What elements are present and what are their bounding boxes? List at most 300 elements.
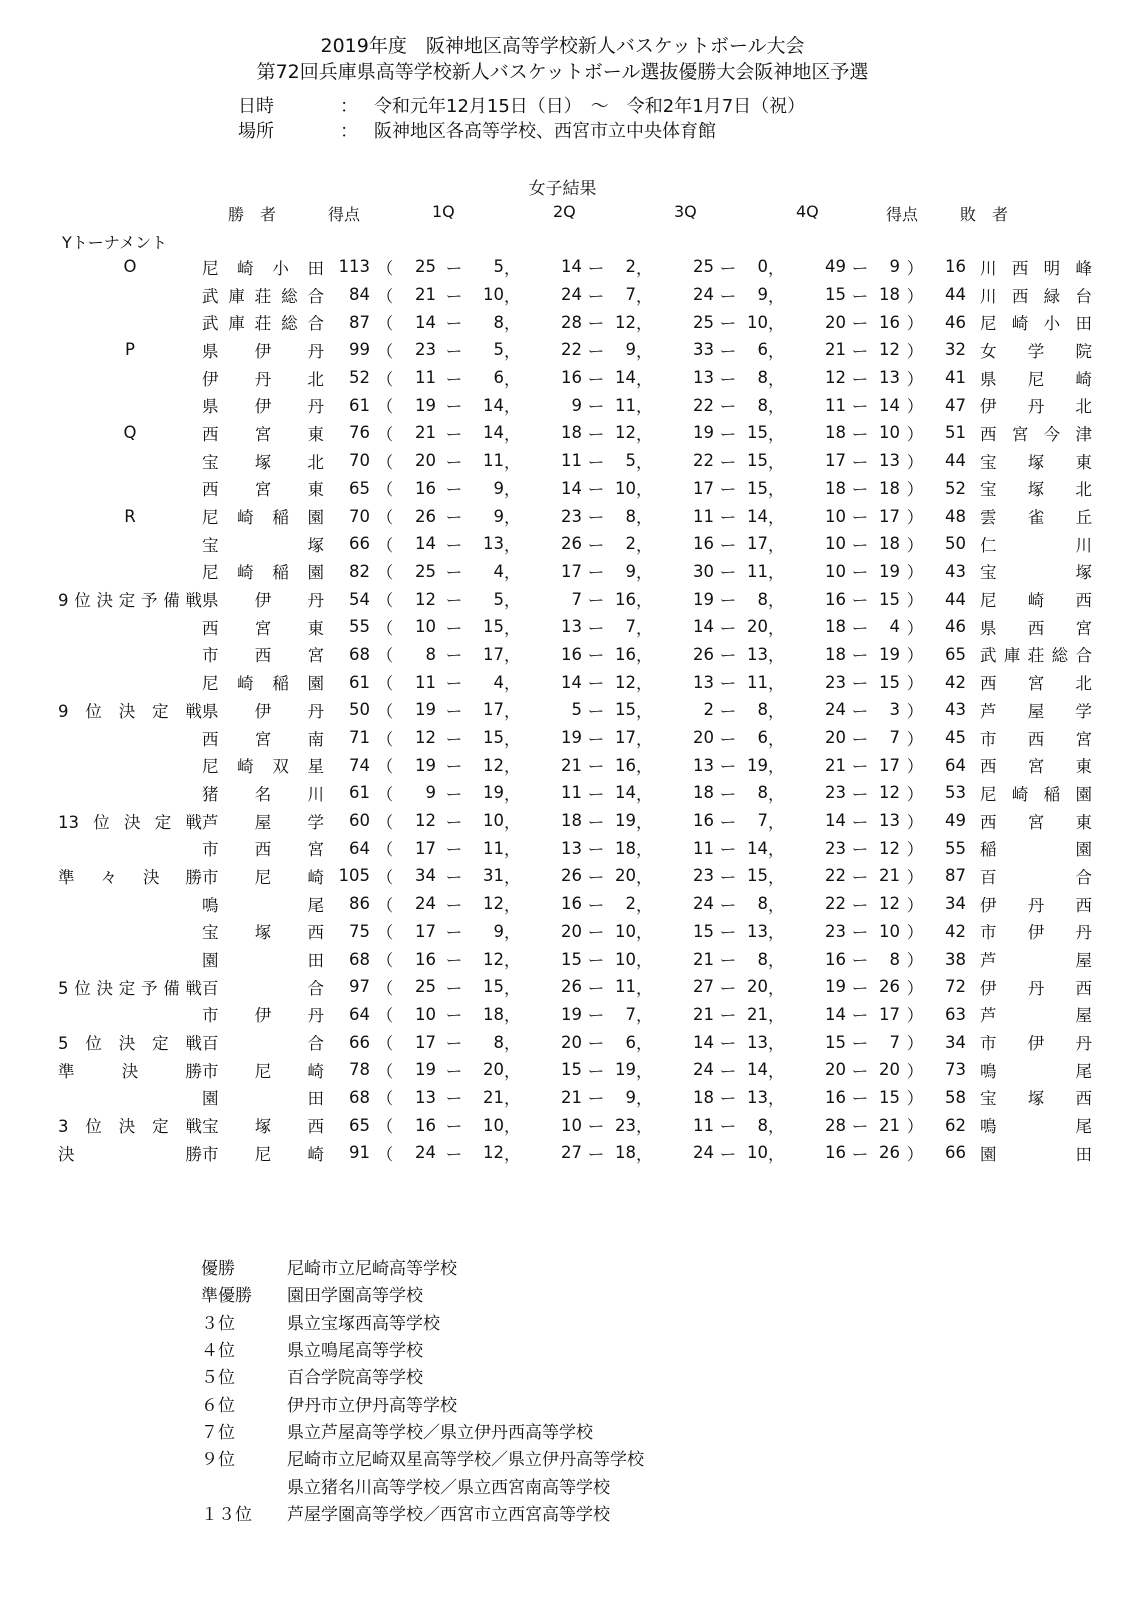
- q4-loser: 19: [879, 644, 900, 664]
- q2-winner: 15: [561, 949, 582, 969]
- loser-score: 41: [945, 368, 966, 388]
- loser-name: 芦屋: [980, 951, 1092, 971]
- dash: ー: [587, 895, 605, 915]
- q4-loser: 10: [879, 921, 900, 941]
- close-paren: ）: [906, 978, 924, 998]
- game-row: [58, 973, 1092, 1001]
- q3-loser: 15: [747, 451, 768, 471]
- q4-loser: 17: [879, 506, 900, 526]
- comma: ，: [636, 258, 653, 278]
- comma: ，: [636, 701, 653, 721]
- q3-winner: 17: [693, 478, 714, 498]
- winner-name: 県伊丹: [202, 397, 324, 417]
- dash: ー: [587, 452, 605, 472]
- q2-loser: 7: [625, 1004, 636, 1024]
- loser-name: 市伊丹: [980, 923, 1092, 943]
- q1-loser: 11: [483, 451, 504, 471]
- ranking-place: ４位: [201, 1341, 235, 1362]
- spacer: [966, 668, 980, 696]
- close-paren: ）: [906, 895, 924, 915]
- close-paren: ）: [906, 535, 924, 555]
- comma: ，: [768, 812, 785, 832]
- comma: ，: [768, 258, 785, 278]
- comma: ，: [768, 369, 785, 389]
- q1-winner: 12: [415, 811, 436, 831]
- q1-loser: 18: [483, 1004, 504, 1024]
- comma: ，: [636, 508, 653, 528]
- q3-winner: 14: [693, 617, 714, 637]
- q2-winner: 16: [561, 894, 582, 914]
- date-colon: ：: [340, 96, 358, 117]
- comma: ，: [504, 508, 521, 528]
- game-row: [58, 751, 1092, 779]
- dash: ー: [719, 701, 737, 721]
- winner-score: 70: [349, 506, 370, 526]
- dash: ー: [851, 618, 869, 638]
- round-name: 5位決定戦: [58, 1034, 202, 1054]
- dash: ー: [587, 1117, 605, 1137]
- q3-loser: 9: [757, 285, 768, 305]
- q4-loser: 15: [879, 1087, 900, 1107]
- loser-name: 鳴尾: [980, 1117, 1092, 1137]
- comma: ，: [768, 563, 785, 583]
- q1-loser: 6: [493, 368, 504, 388]
- q4-loser: 12: [879, 894, 900, 914]
- winner-name: 芦屋学: [202, 812, 324, 832]
- dash: ー: [587, 618, 605, 638]
- game-row: [58, 807, 1092, 835]
- open-paren: （: [376, 674, 394, 694]
- loser-score: 43: [945, 700, 966, 720]
- open-paren: （: [376, 701, 394, 721]
- comma: ，: [768, 729, 785, 749]
- loser-score: 50: [945, 534, 966, 554]
- q1-winner: 16: [415, 949, 436, 969]
- winner-name: 武庫荘総合: [202, 286, 324, 306]
- game-row: [58, 419, 1092, 447]
- open-paren: （: [376, 757, 394, 777]
- dash: ー: [445, 646, 463, 666]
- round-name: 13位決定戦: [58, 812, 202, 832]
- dash: ー: [851, 646, 869, 666]
- q2-winner: 16: [561, 644, 582, 664]
- game-row: [58, 308, 1092, 336]
- loser-score: 32: [945, 340, 966, 360]
- q1-winner: 19: [415, 700, 436, 720]
- spacer: [966, 308, 980, 336]
- q4-loser: 17: [879, 755, 900, 775]
- loser-name: 鳴尾: [980, 1061, 1092, 1081]
- dash: ー: [851, 1006, 869, 1026]
- winner-score: 68: [349, 949, 370, 969]
- q4-loser: 26: [879, 977, 900, 997]
- q2-loser: 8: [625, 506, 636, 526]
- q3-winner: 22: [693, 451, 714, 471]
- ranking-place: ３位: [201, 1313, 235, 1334]
- q4-winner: 16: [825, 1087, 846, 1107]
- open-paren: （: [376, 978, 394, 998]
- q1-winner: 10: [415, 1004, 436, 1024]
- dash: ー: [587, 729, 605, 749]
- q3-loser: 14: [747, 506, 768, 526]
- q1-winner: 14: [415, 534, 436, 554]
- q3-winner: 13: [693, 755, 714, 775]
- spacer: [966, 724, 980, 752]
- col-q4: 4Q: [796, 202, 819, 221]
- q1-loser: 17: [483, 644, 504, 664]
- q2-loser: 16: [615, 644, 636, 664]
- q3-winner: 18: [693, 1087, 714, 1107]
- q4-winner: 22: [825, 894, 846, 914]
- q2-loser: 12: [615, 672, 636, 692]
- col-q3: 3Q: [674, 202, 697, 221]
- q1-winner: 11: [415, 672, 436, 692]
- spacer: [966, 530, 980, 558]
- loser-score: 65: [945, 644, 966, 664]
- q4-winner: 18: [825, 617, 846, 637]
- dash: ー: [445, 535, 463, 555]
- comma: ，: [504, 1034, 521, 1054]
- q4-loser: 18: [879, 534, 900, 554]
- loser-score: 48: [945, 506, 966, 526]
- comma: ，: [768, 1144, 785, 1164]
- q1-loser: 5: [493, 589, 504, 609]
- open-paren: （: [376, 895, 394, 915]
- date-value: 令和元年12月15日（日） ～ 令和2年1月7日（祝）: [374, 96, 806, 117]
- q1-loser: 8: [493, 1032, 504, 1052]
- comma: ，: [504, 480, 521, 500]
- spacer: [966, 419, 980, 447]
- dash: ー: [445, 286, 463, 306]
- dash: ー: [445, 978, 463, 998]
- q3-loser: 10: [747, 1143, 768, 1163]
- spacer: [966, 834, 980, 862]
- q4-loser: 12: [879, 783, 900, 803]
- q3-loser: 8: [757, 894, 768, 914]
- q2-loser: 16: [615, 589, 636, 609]
- q4-loser: 19: [879, 561, 900, 581]
- dash: ー: [851, 1034, 869, 1054]
- q2-winner: 13: [561, 617, 582, 637]
- comma: ，: [504, 314, 521, 334]
- q4-winner: 23: [825, 783, 846, 803]
- round-name: [58, 364, 202, 392]
- q3-winner: 11: [693, 838, 714, 858]
- close-paren: ）: [906, 618, 924, 638]
- dash: ー: [851, 535, 869, 555]
- open-paren: （: [376, 618, 394, 638]
- comma: ，: [636, 1034, 653, 1054]
- q1-loser: 9: [493, 478, 504, 498]
- dash: ー: [587, 923, 605, 943]
- q4-winner: 23: [825, 838, 846, 858]
- q3-winner: 24: [693, 285, 714, 305]
- ranking-place: ５位: [201, 1368, 235, 1389]
- dash: ー: [445, 812, 463, 832]
- dash: ー: [719, 618, 737, 638]
- ranking-place: 準優勝: [201, 1286, 252, 1307]
- q2-loser: 9: [625, 340, 636, 360]
- loser-score: 87: [945, 866, 966, 886]
- dash: ー: [719, 867, 737, 887]
- q3-loser: 15: [747, 423, 768, 443]
- q4-loser: 26: [879, 1143, 900, 1163]
- spacer: [966, 862, 980, 890]
- dash: ー: [587, 591, 605, 611]
- loser-name: 芦屋学: [980, 701, 1092, 721]
- q2-loser: 14: [615, 368, 636, 388]
- round-name: [58, 724, 202, 752]
- q4-winner: 19: [825, 977, 846, 997]
- comma: ，: [504, 1061, 521, 1081]
- loser-name: 県西宮: [980, 618, 1092, 638]
- winner-score: 91: [349, 1143, 370, 1163]
- q1-loser: 14: [483, 423, 504, 443]
- dash: ー: [587, 258, 605, 278]
- dash: ー: [851, 674, 869, 694]
- q4-loser: 8: [889, 949, 900, 969]
- winner-score: 55: [349, 617, 370, 637]
- dash: ー: [587, 508, 605, 528]
- round-name: [58, 613, 202, 641]
- q3-loser: 8: [757, 395, 768, 415]
- dash: ー: [445, 757, 463, 777]
- comma: ，: [768, 341, 785, 361]
- dash: ー: [719, 840, 737, 860]
- q3-winner: 18: [693, 783, 714, 803]
- q2-winner: 26: [561, 534, 582, 554]
- q3-winner: 33: [693, 340, 714, 360]
- dash: ー: [719, 424, 737, 444]
- q1-winner: 11: [415, 368, 436, 388]
- q4-winner: 21: [825, 755, 846, 775]
- comma: ，: [504, 1144, 521, 1164]
- loser-score: 64: [945, 755, 966, 775]
- close-paren: ）: [906, 452, 924, 472]
- loser-score: 52: [945, 478, 966, 498]
- close-paren: ）: [906, 674, 924, 694]
- q4-winner: 16: [825, 949, 846, 969]
- spacer: [966, 253, 980, 281]
- dash: ー: [719, 1061, 737, 1081]
- comma: ，: [504, 535, 521, 555]
- winner-score: 65: [349, 1115, 370, 1135]
- loser-name: 宝塚西: [980, 1089, 1092, 1109]
- comma: ，: [636, 646, 653, 666]
- tournament-label: Yトーナメント: [62, 233, 168, 252]
- q1-winner: 16: [415, 478, 436, 498]
- q4-winner: 11: [825, 395, 846, 415]
- round-name: [58, 558, 202, 586]
- q3-loser: 6: [757, 340, 768, 360]
- dash: ー: [719, 258, 737, 278]
- q2-loser: 14: [615, 783, 636, 803]
- q2-winner: 21: [561, 1087, 582, 1107]
- comma: ，: [504, 923, 521, 943]
- q4-winner: 24: [825, 700, 846, 720]
- q4-winner: 28: [825, 1115, 846, 1135]
- dash: ー: [445, 1034, 463, 1054]
- q3-loser: 19: [747, 755, 768, 775]
- q2-loser: 17: [615, 728, 636, 748]
- winner-name: 市尼崎: [202, 867, 324, 887]
- q3-winner: 30: [693, 561, 714, 581]
- q3-loser: 14: [747, 1060, 768, 1080]
- spacer: [966, 1028, 980, 1056]
- dash: ー: [719, 923, 737, 943]
- comma: ，: [636, 784, 653, 804]
- spacer: [966, 391, 980, 419]
- game-row: [58, 530, 1092, 558]
- q3-loser: 6: [757, 728, 768, 748]
- comma: ，: [768, 314, 785, 334]
- winner-name: 尼崎稲園: [202, 508, 324, 528]
- q3-loser: 11: [747, 672, 768, 692]
- q2-loser: 16: [615, 755, 636, 775]
- open-paren: （: [376, 1144, 394, 1164]
- winner-name: 園田: [202, 951, 324, 971]
- close-paren: ）: [906, 923, 924, 943]
- ranking-school: 尼崎市立尼崎双星高等学校／県立伊丹高等学校: [287, 1450, 644, 1471]
- comma: ，: [636, 867, 653, 887]
- loser-score: 46: [945, 312, 966, 332]
- comma: ，: [768, 923, 785, 943]
- loser-score: 72: [945, 977, 966, 997]
- q2-winner: 7: [571, 589, 582, 609]
- dash: ー: [851, 1144, 869, 1164]
- dash: ー: [719, 341, 737, 361]
- comma: ，: [636, 591, 653, 611]
- open-paren: （: [376, 729, 394, 749]
- winner-score: 105: [338, 866, 370, 886]
- dash: ー: [851, 341, 869, 361]
- comma: ，: [636, 618, 653, 638]
- q4-winner: 18: [825, 423, 846, 443]
- comma: ，: [636, 369, 653, 389]
- loser-score: 43: [945, 561, 966, 581]
- comma: ，: [504, 452, 521, 472]
- q1-loser: 14: [483, 395, 504, 415]
- loser-score: 42: [945, 921, 966, 941]
- loser-score: 58: [945, 1087, 966, 1107]
- winner-score: 71: [349, 728, 370, 748]
- q2-loser: 2: [625, 257, 636, 277]
- ranking-school: 県立芦屋高等学校／県立伊丹西高等学校: [287, 1422, 593, 1443]
- comma: ，: [636, 1061, 653, 1081]
- q1-loser: 5: [493, 340, 504, 360]
- q1-loser: 12: [483, 755, 504, 775]
- q1-winner: 16: [415, 1115, 436, 1135]
- open-paren: （: [376, 646, 394, 666]
- loser-score: 44: [945, 285, 966, 305]
- winner-name: 百合: [202, 1034, 324, 1054]
- dash: ー: [719, 729, 737, 749]
- q4-winner: 10: [825, 534, 846, 554]
- col-q1: 1Q: [432, 202, 455, 221]
- game-row: [58, 945, 1092, 973]
- ranking-row: [201, 1471, 644, 1498]
- col-loser: 敗 者: [960, 205, 1009, 224]
- dash: ー: [587, 397, 605, 417]
- winner-score: 68: [349, 644, 370, 664]
- comma: ，: [636, 951, 653, 971]
- q2-winner: 19: [561, 1004, 582, 1024]
- close-paren: ）: [906, 784, 924, 804]
- spacer: [966, 945, 980, 973]
- place-colon: ：: [340, 121, 358, 142]
- close-paren: ）: [906, 591, 924, 611]
- loser-name: 尼崎西: [980, 591, 1092, 611]
- comma: ，: [504, 1117, 521, 1137]
- q2-winner: 5: [571, 700, 582, 720]
- dash: ー: [445, 1117, 463, 1137]
- comma: ，: [504, 812, 521, 832]
- comma: ，: [768, 480, 785, 500]
- spacer: [966, 1084, 980, 1112]
- loser-name: 伊丹西: [980, 978, 1092, 998]
- round-name: [58, 834, 202, 862]
- loser-name: 市伊丹: [980, 1034, 1092, 1054]
- winner-name: 県伊丹: [202, 591, 324, 611]
- q4-winner: 20: [825, 1060, 846, 1080]
- q3-loser: 8: [757, 1115, 768, 1135]
- comma: ，: [768, 535, 785, 555]
- q2-winner: 14: [561, 478, 582, 498]
- comma: ，: [768, 674, 785, 694]
- q3-loser: 8: [757, 949, 768, 969]
- game-row: [58, 1111, 1092, 1139]
- dash: ー: [719, 674, 737, 694]
- round-name: 5位決定予備戦: [58, 978, 202, 998]
- dash: ー: [851, 508, 869, 528]
- q2-winner: 18: [561, 423, 582, 443]
- loser-name: 西宮今津: [980, 424, 1092, 444]
- q1-winner: 10: [415, 617, 436, 637]
- q1-winner: 25: [415, 257, 436, 277]
- game-row: [58, 1084, 1092, 1112]
- dash: ー: [587, 1061, 605, 1081]
- round-name: 9位決定予備戦: [58, 591, 202, 611]
- q3-loser: 13: [747, 921, 768, 941]
- dash: ー: [587, 1089, 605, 1109]
- comma: ，: [504, 978, 521, 998]
- loser-name: 川西緑台: [980, 286, 1092, 306]
- dash: ー: [719, 314, 737, 334]
- dash: ー: [445, 895, 463, 915]
- game-row: [58, 585, 1092, 613]
- close-paren: ）: [906, 1089, 924, 1109]
- dash: ー: [445, 480, 463, 500]
- comma: ，: [636, 535, 653, 555]
- spacer: [966, 1001, 980, 1029]
- q2-winner: 26: [561, 977, 582, 997]
- q3-winner: 20: [693, 728, 714, 748]
- q1-winner: 34: [415, 866, 436, 886]
- q4-loser: 14: [879, 395, 900, 415]
- close-paren: ）: [906, 1006, 924, 1026]
- dash: ー: [851, 812, 869, 832]
- open-paren: （: [376, 812, 394, 832]
- comma: ，: [768, 508, 785, 528]
- ranking-place: [201, 1471, 287, 1498]
- comma: ，: [504, 369, 521, 389]
- round-name: [58, 391, 202, 419]
- dash: ー: [445, 424, 463, 444]
- winner-name: 西宮東: [202, 424, 324, 444]
- game-row: [58, 890, 1092, 918]
- dash: ー: [587, 674, 605, 694]
- q4-loser: 18: [879, 285, 900, 305]
